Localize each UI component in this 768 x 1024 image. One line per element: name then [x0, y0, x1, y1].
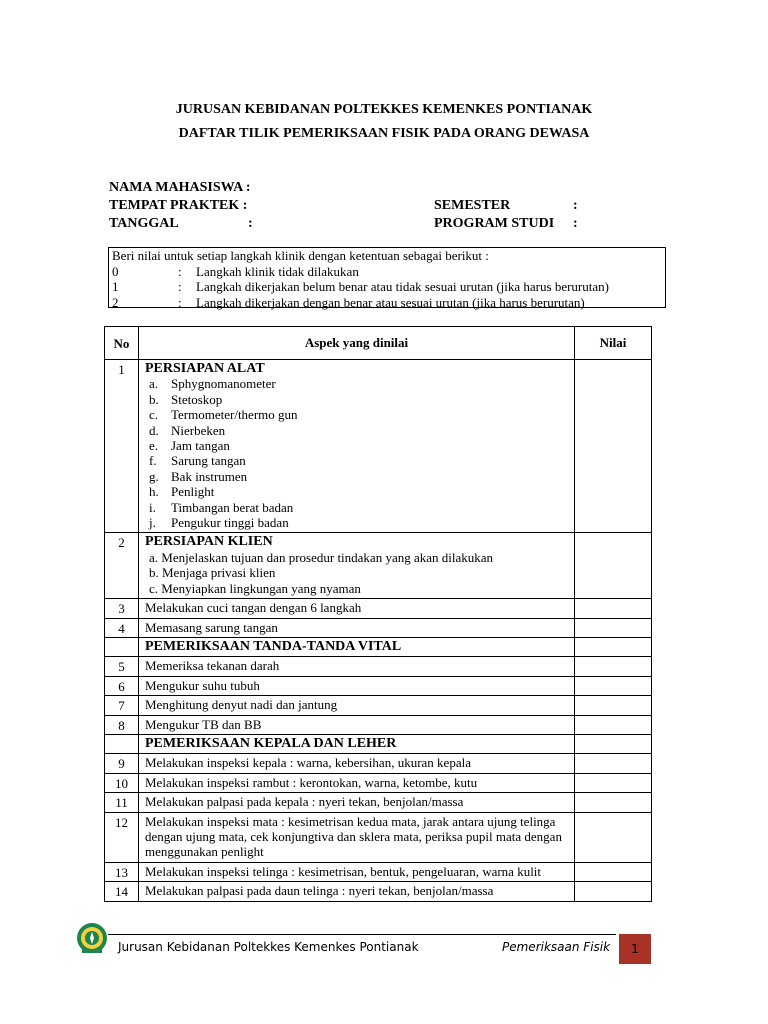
row-number: 4 [105, 618, 139, 637]
row-aspect: Melakukan inspeksi kepala : warna, kebersihan, ukuran kepala [139, 754, 575, 773]
table-row [105, 812, 652, 862]
list-item [145, 515, 570, 530]
row-aspect [139, 533, 575, 599]
footer-institution: Jurusan Kebidanan Poltekkes Kemenkes Pontianak [118, 940, 419, 954]
row-number: 13 [105, 862, 139, 881]
row-number: 2 [105, 533, 139, 599]
score-cell[interactable] [575, 533, 652, 599]
section-title-kepala: PEMERIKSAAN KEPALA DAN LEHER [139, 734, 575, 753]
row-number [105, 734, 139, 753]
tempat-praktek-label: TEMPAT PRAKTEK : [109, 198, 248, 213]
score-cell[interactable] [575, 773, 652, 792]
row-title: PERSIAPAN ALAT [145, 361, 265, 376]
row-number: 1 [105, 360, 139, 533]
row-aspect [139, 360, 575, 533]
score-cell [575, 734, 652, 753]
list-letter: a. [149, 376, 159, 392]
nama-mahasiswa-label: NAMA MAHASISWA : [109, 180, 251, 195]
list-item [145, 392, 570, 407]
table-row [105, 754, 652, 773]
legend-intro: Beri nilai untuk setiap langkah klinik dengan ketentuan sebagai berikut : [112, 248, 489, 263]
list-letter: d. [149, 422, 159, 438]
table-row [105, 657, 652, 676]
section-row [105, 734, 652, 753]
row-number: 14 [105, 882, 139, 901]
score-cell[interactable] [575, 862, 652, 881]
row-number: 5 [105, 657, 139, 676]
list-item: c. Menyiapkan lingkungan yang nyaman [149, 580, 361, 596]
list-letter: f. [149, 453, 157, 469]
score-cell[interactable] [575, 754, 652, 773]
poltekkes-logo-icon [74, 920, 110, 956]
document-title: JURUSAN KEBIDANAN POLTEKKES KEMENKES PONTIANAK [175, 102, 593, 117]
row-aspect: Melakukan palpasi pada daun telinga : nyeri tekan, benjolan/massa [139, 882, 575, 901]
row-number: 3 [105, 599, 139, 618]
row-aspect: Melakukan inspeksi telinga : kesimetrisan, bentuk, pengeluaran, warna kulit [139, 862, 575, 881]
row-aspect: Melakukan cuci tangan dengan 6 langkah [139, 599, 575, 618]
row-title: PERSIAPAN KLIEN [145, 534, 273, 550]
legend-item [112, 279, 665, 295]
table-row [105, 773, 652, 792]
header-nilai: Nilai [575, 327, 652, 360]
list-item [145, 376, 570, 391]
row-aspect: Melakukan palpasi pada kepala : nyeri tekan, benjolan/massa [139, 793, 575, 812]
page-number: 1 [619, 934, 651, 964]
row-number: 12 [105, 812, 139, 862]
row-number [105, 637, 139, 656]
list-text: Penlight [171, 484, 215, 500]
row-aspect: Memasang sarung tangan [139, 618, 575, 637]
list-text: Timbangan berat badan [171, 499, 294, 515]
list-text: Bak instrumen [171, 468, 248, 484]
score-cell[interactable] [575, 599, 652, 618]
list-item [145, 423, 570, 438]
legend-item [112, 264, 665, 280]
table-row [105, 599, 652, 618]
row-aspect: Mengukur suhu tubuh [139, 676, 575, 695]
legend-colon: : [178, 263, 182, 279]
row-number: 7 [105, 696, 139, 715]
row-number: 11 [105, 793, 139, 812]
list-text: Stetoskop [171, 391, 223, 407]
score-cell[interactable] [575, 812, 652, 862]
score-cell[interactable] [575, 618, 652, 637]
list-item [145, 438, 570, 453]
footer-divider [108, 934, 616, 935]
table-header-row [105, 327, 652, 360]
row-aspect: Menghitung denyut nadi dan jantung [139, 696, 575, 715]
list-item [145, 484, 570, 499]
table-row [105, 618, 652, 637]
header-no: No [105, 327, 139, 360]
list-item: b. Menjaga privasi klien [149, 565, 276, 581]
score-cell[interactable] [575, 696, 652, 715]
list-text: Termometer/thermo gun [171, 407, 298, 423]
list-letter: c. [149, 407, 159, 423]
list-letter: i. [149, 499, 156, 515]
row-aspect: Memeriksa tekanan darah [139, 657, 575, 676]
row-aspect: Melakukan inspeksi rambut : kerontokan, warna, ketombe, kutu [139, 773, 575, 792]
list-letter: g. [149, 468, 159, 484]
table-row [105, 882, 652, 901]
table-row [105, 676, 652, 695]
section-row [105, 637, 652, 656]
list-item [145, 453, 570, 468]
legend-colon: : [178, 279, 182, 294]
list-letter: e. [149, 438, 159, 454]
list-text: Jam tangan [171, 438, 230, 454]
table-row [105, 696, 652, 715]
row-aspect: Mengukur TB dan BB [139, 715, 575, 734]
semester-label: SEMESTER [434, 198, 511, 213]
list-text: Sarung tangan [171, 453, 246, 469]
list-item [145, 469, 570, 484]
legend-key: 1 [112, 279, 119, 294]
table-row [105, 715, 652, 734]
list-item: a. Menjelaskan tujuan dan prosedur tindakan yang akan dilakukan [149, 549, 494, 565]
list-item [145, 407, 570, 422]
checklist-table [104, 326, 652, 902]
scoring-legend [108, 247, 666, 308]
table-row [105, 862, 652, 881]
tanggal-colon: : [248, 216, 253, 231]
score-cell[interactable] [575, 360, 652, 533]
section-title-ttv: PEMERIKSAAN TANDA-TANDA VITAL [139, 637, 575, 656]
row-number: 10 [105, 773, 139, 792]
program-studi-colon: : [573, 216, 578, 231]
program-studi-label: PROGRAM STUDI [434, 216, 555, 231]
score-cell[interactable] [575, 657, 652, 676]
table-row [105, 533, 652, 599]
table-row [105, 793, 652, 812]
tanggal-label: TANGGAL [109, 216, 179, 231]
list-letter: b. [149, 391, 159, 407]
row-number: 6 [105, 676, 139, 695]
semester-colon: : [573, 198, 578, 213]
list-text: Pengukur tinggi badan [171, 515, 289, 531]
score-cell[interactable] [575, 793, 652, 812]
list-text: Sphygnomanometer [171, 376, 276, 392]
legend-item [112, 295, 665, 311]
row-number: 9 [105, 754, 139, 773]
score-cell[interactable] [575, 882, 652, 901]
legend-text: Langkah dikerjakan dengan benar atau sesuai urutan (jika harus berurutan) [196, 294, 585, 310]
score-cell[interactable] [575, 715, 652, 734]
legend-key: 2 [112, 294, 119, 310]
row-aspect: Melakukan inspeksi mata : kesimetrisan kedua mata, jarak antara ujung telinga dengan ujung mata, cek konjungtiva dan sklera mata, periksa pupil mata dengan menggunakan penlight [139, 812, 575, 862]
header-aspek: Aspek yang dinilai [139, 327, 575, 360]
legend-text: Langkah dikerjakan belum benar atau tidak sesuai urutan (jika harus berurutan) [196, 279, 609, 294]
score-cell[interactable] [575, 676, 652, 695]
row-number: 8 [105, 715, 139, 734]
score-cell [575, 637, 652, 656]
document-subtitle: DAFTAR TILIK PEMERIKSAAN FISIK PADA ORANG DEWASA [178, 126, 590, 141]
list-text: Nierbeken [171, 422, 226, 438]
list-letter: j. [149, 515, 156, 531]
legend-key: 0 [112, 263, 119, 279]
list-letter: h. [149, 484, 159, 500]
legend-colon: : [178, 294, 182, 310]
legend-text: Langkah klinik tidak dilakukan [196, 263, 359, 279]
footer-doc-title: Pemeriksaan Fisik [502, 940, 611, 954]
table-row [105, 360, 652, 533]
list-item [145, 500, 570, 515]
